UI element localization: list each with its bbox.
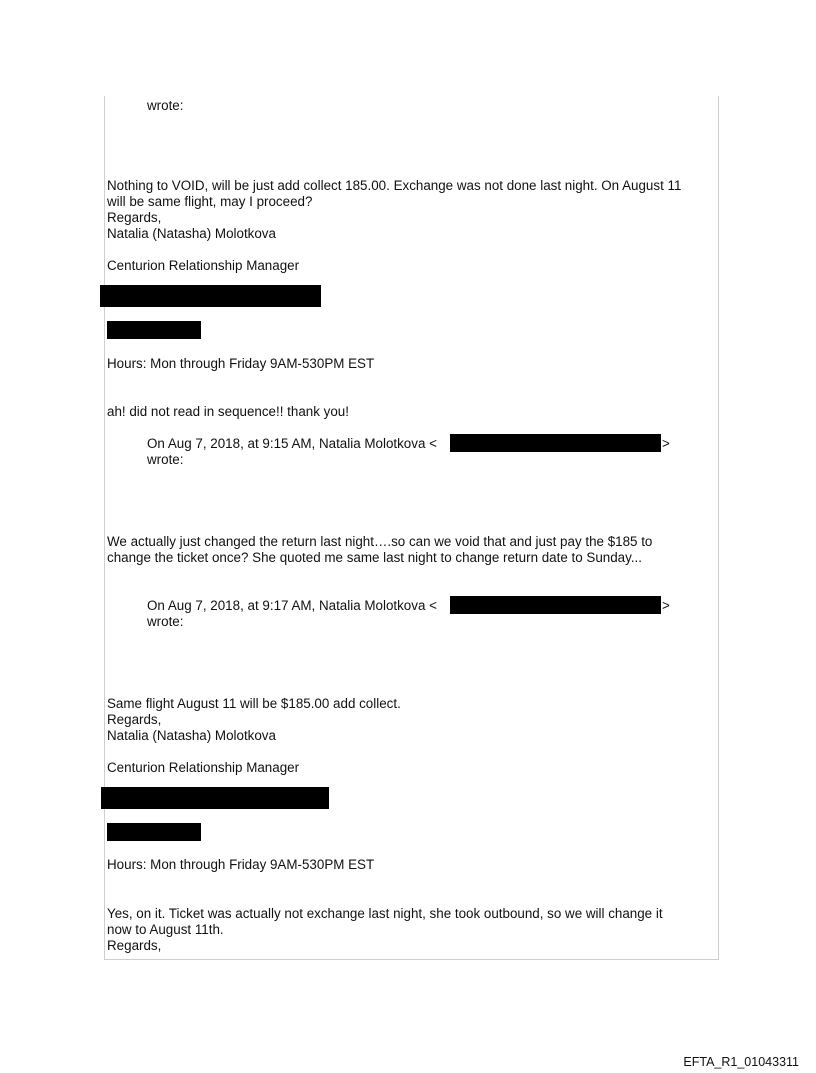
redaction-block <box>107 823 201 841</box>
message-2-text: ah! did not read in sequence!! thank you! <box>107 404 349 419</box>
message-3-line-1: We actually just changed the return last night….so can we void that and just pay the $185 to <box>107 534 653 549</box>
message-2-quote-header: On Aug 7, 2018, at 9:15 AM, Natalia Molotkova < <box>147 436 437 451</box>
message-4-regards: Regards, <box>107 712 162 727</box>
redaction-block <box>450 596 661 614</box>
message-3-line-2: change the ticket once? She quoted me same last night to change return date to Sunday... <box>107 550 642 565</box>
message-1-hours: Hours: Mon through Friday 9AM-530PM EST <box>107 356 375 371</box>
message-2-quote-close: > <box>662 436 670 451</box>
message-2-wrote: wrote: <box>147 452 184 467</box>
message-4-hours: Hours: Mon through Friday 9AM-530PM EST <box>107 857 375 872</box>
message-3-quote-close: > <box>662 598 670 613</box>
message-5-line-1: Yes, on it. Ticket was actually not exchange last night, she took outbound, so we will change it <box>107 906 663 921</box>
redaction-block <box>107 321 201 339</box>
message-1-line-2: will be same flight, may I proceed? <box>107 194 313 209</box>
message-1-signature-title: Centurion Relationship Manager <box>107 258 300 273</box>
quote-wrote-top: wrote: <box>147 98 184 113</box>
message-5-regards: Regards, <box>107 938 162 953</box>
message-1-signature-name: Natalia (Natasha) Molotkova <box>107 226 276 241</box>
redaction-block <box>100 285 321 307</box>
document-id-footer: EFTA_R1_01043311 <box>683 1055 799 1069</box>
message-3-wrote: wrote: <box>147 614 184 629</box>
redaction-block <box>101 787 329 809</box>
message-4-signature-title: Centurion Relationship Manager <box>107 760 300 775</box>
message-1-line-1: Nothing to VOID, will be just add collect 185.00. Exchange was not done last night. On August 11 <box>107 178 682 193</box>
message-5-line-2: now to August 11th. <box>107 922 224 937</box>
message-4-line-1: Same flight August 11 will be $185.00 add collect. <box>107 696 401 711</box>
message-3-quote-header: On Aug 7, 2018, at 9:17 AM, Natalia Molotkova < <box>147 598 437 613</box>
message-4-signature-name: Natalia (Natasha) Molotkova <box>107 728 276 743</box>
redaction-block <box>450 434 661 452</box>
message-1-regards: Regards, <box>107 210 162 225</box>
